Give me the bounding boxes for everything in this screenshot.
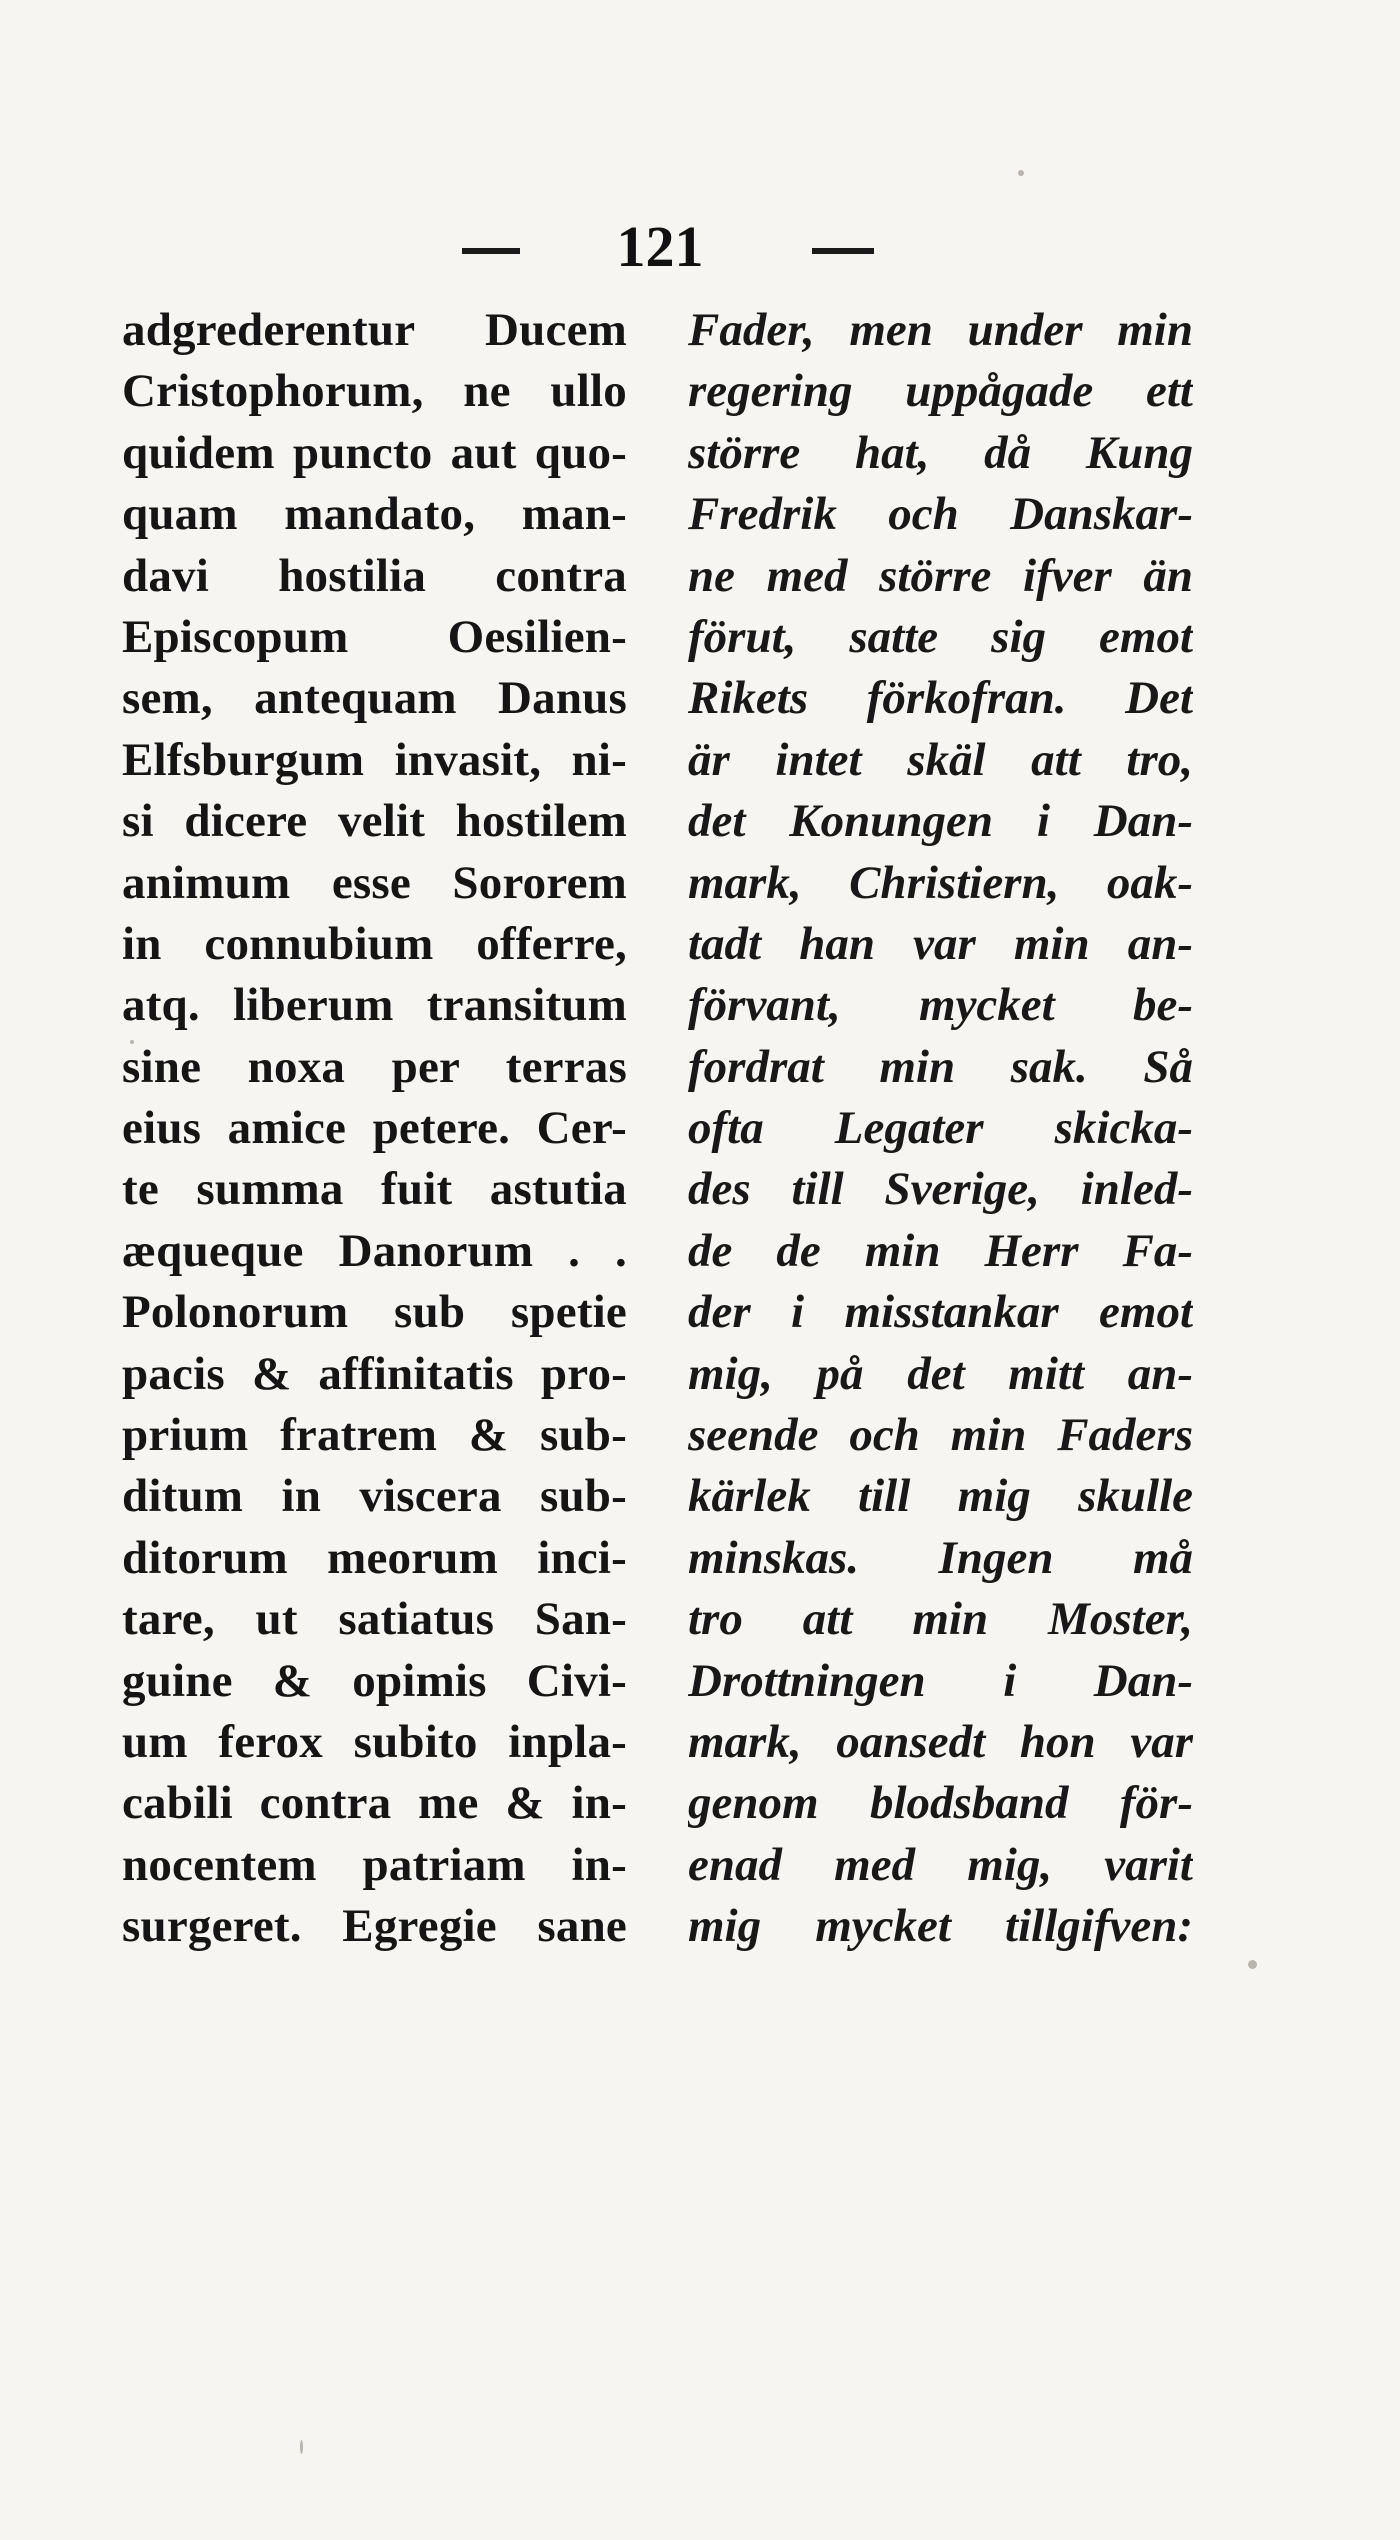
text-line: in connubium offerre,: [122, 917, 627, 970]
text-line: quidem puncto aut quo-: [122, 426, 627, 479]
text-line: Rikets förkofran. Det: [688, 672, 1193, 725]
text-line: förvant, mycket be-: [688, 979, 1193, 1032]
text-line: quam mandato, man-: [122, 488, 627, 541]
text-line: mark, oansedt hon var: [688, 1715, 1193, 1768]
text-line: kärlek till mig skulle: [688, 1470, 1193, 1523]
text-line: seende och min Faders: [688, 1409, 1193, 1462]
text-line: förut, satte sig emot: [688, 610, 1193, 663]
text-line: sem, antequam Danus: [122, 672, 627, 725]
text-line: æqueque Danorum . .: [122, 1224, 627, 1277]
text-line: tare, ut satiatus San-: [122, 1593, 627, 1646]
text-line: der i misstankar emot: [688, 1286, 1193, 1339]
text-line: enad med mig, varit: [688, 1838, 1193, 1891]
text-line: Fredrik och Danskar-: [688, 488, 1193, 541]
text-line: ofta Legater skicka-: [688, 1102, 1193, 1155]
text-line: pacis & affinitatis pro-: [122, 1347, 627, 1400]
text-line: eius amice petere. Cer-: [122, 1102, 627, 1155]
text-line: um ferox subito inpla-: [122, 1715, 627, 1768]
text-line: fordrat min sak. Så: [688, 1040, 1193, 1093]
text-line: mark, Christiern, oak-: [688, 856, 1193, 909]
text-line: tro att min Moster,: [688, 1593, 1193, 1646]
text-line: guine & opimis Civi-: [122, 1654, 627, 1707]
text-line: minskas. Ingen må: [688, 1531, 1193, 1584]
text-line: Episcopum Oesilien-: [122, 610, 627, 663]
text-line: tadt han var min an-: [688, 917, 1193, 970]
text-line: Fader, men under min: [688, 304, 1193, 356]
text-line: större hat, då Kung: [688, 426, 1193, 479]
text-line: des till Sverige, inled-: [688, 1163, 1193, 1216]
text-line: si dicere velit hostilem: [122, 795, 627, 848]
text-line: surgeret. Egregie sane: [122, 1900, 627, 1953]
text-line: Drottningen i Dan-: [688, 1654, 1193, 1707]
text-line: davi hostilia contra: [122, 549, 627, 602]
page-number: 121: [616, 214, 704, 279]
text-line: Elfsburgum invasit, ni-: [122, 733, 627, 786]
paper-speck: [1248, 1960, 1257, 1969]
text-line: prium fratrem & sub-: [122, 1409, 627, 1462]
text-line: Polonorum sub spetie: [122, 1286, 627, 1339]
text-line: sine noxa per terras: [122, 1040, 627, 1093]
paper-speck: [300, 2440, 303, 2454]
text-line: mig, på det mitt an-: [688, 1347, 1193, 1400]
text-line: mig mycket tillgifven:: [688, 1900, 1193, 1953]
text-line: ne med större ifver än: [688, 549, 1193, 602]
text-line: genom blodsband för-: [688, 1777, 1193, 1830]
latin-text-column: [122, 300, 627, 1958]
text-line: te summa fuit astutia: [122, 1163, 627, 1216]
page-header: [0, 212, 1400, 282]
text-line: atq. liberum transitum: [122, 979, 627, 1032]
swedish-text-column: [688, 300, 1193, 1958]
text-line: regering uppågade ett: [688, 365, 1193, 418]
text-line: det Konungen i Dan-: [688, 795, 1193, 848]
header-dash-right: [812, 248, 874, 254]
text-line: ditorum meorum inci-: [122, 1531, 627, 1584]
text-line: nocentem patriam in-: [122, 1838, 627, 1891]
text-line: är intet skäl att tro,: [688, 733, 1193, 786]
header-dash-left: [462, 248, 520, 254]
text-line: adgrederentur Ducem: [122, 304, 627, 356]
text-line: Cristophorum, ne ullo: [122, 365, 627, 418]
text-line: de de min Herr Fa-: [688, 1224, 1193, 1277]
paper-speck: [1018, 170, 1024, 176]
text-line: cabili contra me & in-: [122, 1777, 627, 1830]
text-line: ditum in viscera sub-: [122, 1470, 627, 1523]
text-line: animum esse Sororem: [122, 856, 627, 909]
